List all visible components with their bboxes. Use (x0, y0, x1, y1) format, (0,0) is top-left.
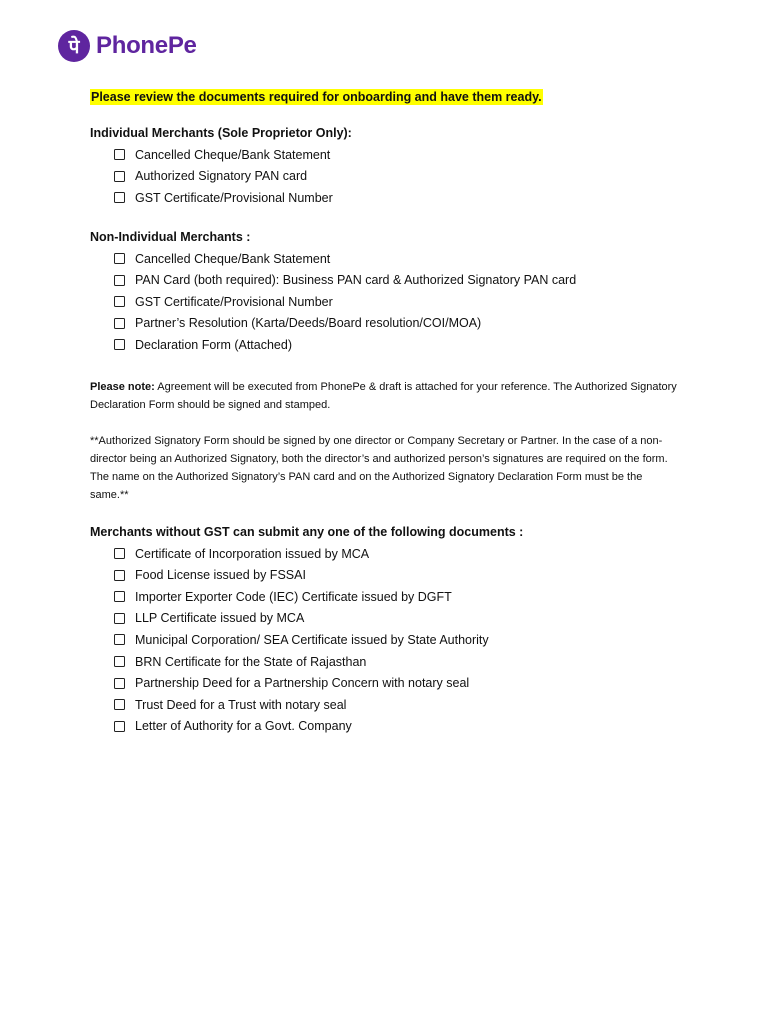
checkbox[interactable] (114, 296, 125, 307)
checklist-item (114, 694, 680, 716)
checklist-item (114, 313, 680, 335)
checklist-item (114, 651, 680, 673)
checklist-item-label: Trust Deed for a Trust with notary seal (135, 697, 347, 712)
review-banner: Please review the documents required for onboarding and have them ready. (91, 90, 542, 104)
checklist-item-label: Certificate of Incorporation issued by MCA (135, 546, 370, 561)
document-body (90, 89, 680, 737)
checklist-item-label: Partnership Deed for a Partnership Concern with notary seal (135, 676, 470, 691)
individual-merchants-section (90, 126, 680, 209)
checklist-item-label: Partner’s Resolution (Karta/Deeds/Board resolution/COI/MOA) (135, 316, 482, 331)
checkbox[interactable] (114, 192, 125, 203)
checklist-item (114, 187, 680, 209)
checklist-item (114, 629, 680, 651)
checkbox[interactable] (114, 721, 125, 732)
checkbox[interactable] (114, 591, 125, 602)
checklist (90, 543, 680, 737)
checkbox[interactable] (114, 318, 125, 329)
checkbox[interactable] (114, 171, 125, 182)
checklist (90, 144, 680, 209)
checkbox[interactable] (114, 678, 125, 689)
checklist-item (114, 248, 680, 270)
checkbox[interactable] (114, 339, 125, 350)
checkbox[interactable] (114, 253, 125, 264)
checkbox[interactable] (114, 149, 125, 160)
non-individual-merchants-section (90, 230, 680, 356)
checklist-item-label: Cancelled Cheque/Bank Statement (135, 251, 331, 266)
checkbox[interactable] (114, 570, 125, 581)
note-label: Please note: (90, 380, 155, 393)
checklist-item-label: BRN Certificate for the State of Rajasthan (135, 654, 367, 669)
phonepe-logo-icon: पे (58, 30, 90, 62)
checklist-item-label: Declaration Form (Attached) (135, 337, 293, 352)
without-gst-section (90, 525, 680, 737)
checklist-item (114, 144, 680, 166)
section-title: Non-Individual Merchants : (90, 229, 251, 244)
phonepe-logo (58, 30, 197, 62)
checklist (90, 248, 680, 356)
checkbox[interactable] (114, 613, 125, 624)
checkbox[interactable] (114, 699, 125, 710)
checklist-item-label: Importer Exporter Code (IEC) Certificate issued by DGFT (135, 589, 452, 604)
checklist-item-label: Food License issued by FSSAI (135, 568, 306, 583)
brand-name: PhonePe (96, 32, 197, 59)
checklist-item (114, 291, 680, 313)
checklist-item (114, 586, 680, 608)
checklist-item-label: Municipal Corporation/ SEA Certificate issued by State Authority (135, 632, 489, 647)
signatory-note: **Authorized Signatory Form should be signed by one director or Company Secretary or Partner. In the case of a non-director being an Authorized Signatory, both the director’s and authorized person’s signatures are required on the form. The name on the Authorized Signatory’s PAN card and on the Authorized Signatory Declaration Form must be the same.** (90, 434, 668, 501)
checklist-item-label: Authorized Signatory PAN card (135, 169, 308, 184)
checklist-item (114, 166, 680, 188)
checklist-item-label: Cancelled Cheque/Bank Statement (135, 147, 331, 162)
section-title: Individual Merchants (Sole Proprietor Only): (90, 126, 352, 140)
checklist-item (114, 608, 680, 630)
checkbox[interactable] (114, 634, 125, 645)
checkbox[interactable] (114, 656, 125, 667)
checkbox[interactable] (114, 548, 125, 559)
checklist-item-label: PAN Card (both required): Business PAN card & Authorized Signatory PAN card (135, 273, 577, 288)
checklist-item-label: Letter of Authority for a Govt. Company (135, 719, 352, 734)
checklist-item (114, 716, 680, 738)
please-note (90, 378, 680, 414)
checklist-item (114, 543, 680, 565)
checklist-item-label: GST Certificate/Provisional Number (135, 190, 333, 205)
checklist-item (114, 564, 680, 586)
checklist-item-label: LLP Certificate issued by MCA (135, 611, 305, 626)
note-text: Agreement will be executed from PhonePe & draft is attached for your reference. The Authorized Signatory Declaration Form should be signed and stamped. (90, 380, 677, 411)
checklist-item (114, 269, 680, 291)
section-title: Merchants without GST can submit any one of the following documents : (90, 524, 524, 539)
checklist-item (114, 334, 680, 356)
checkbox[interactable] (114, 275, 125, 286)
checklist-item (114, 672, 680, 694)
checklist-item-label: GST Certificate/Provisional Number (135, 294, 333, 309)
